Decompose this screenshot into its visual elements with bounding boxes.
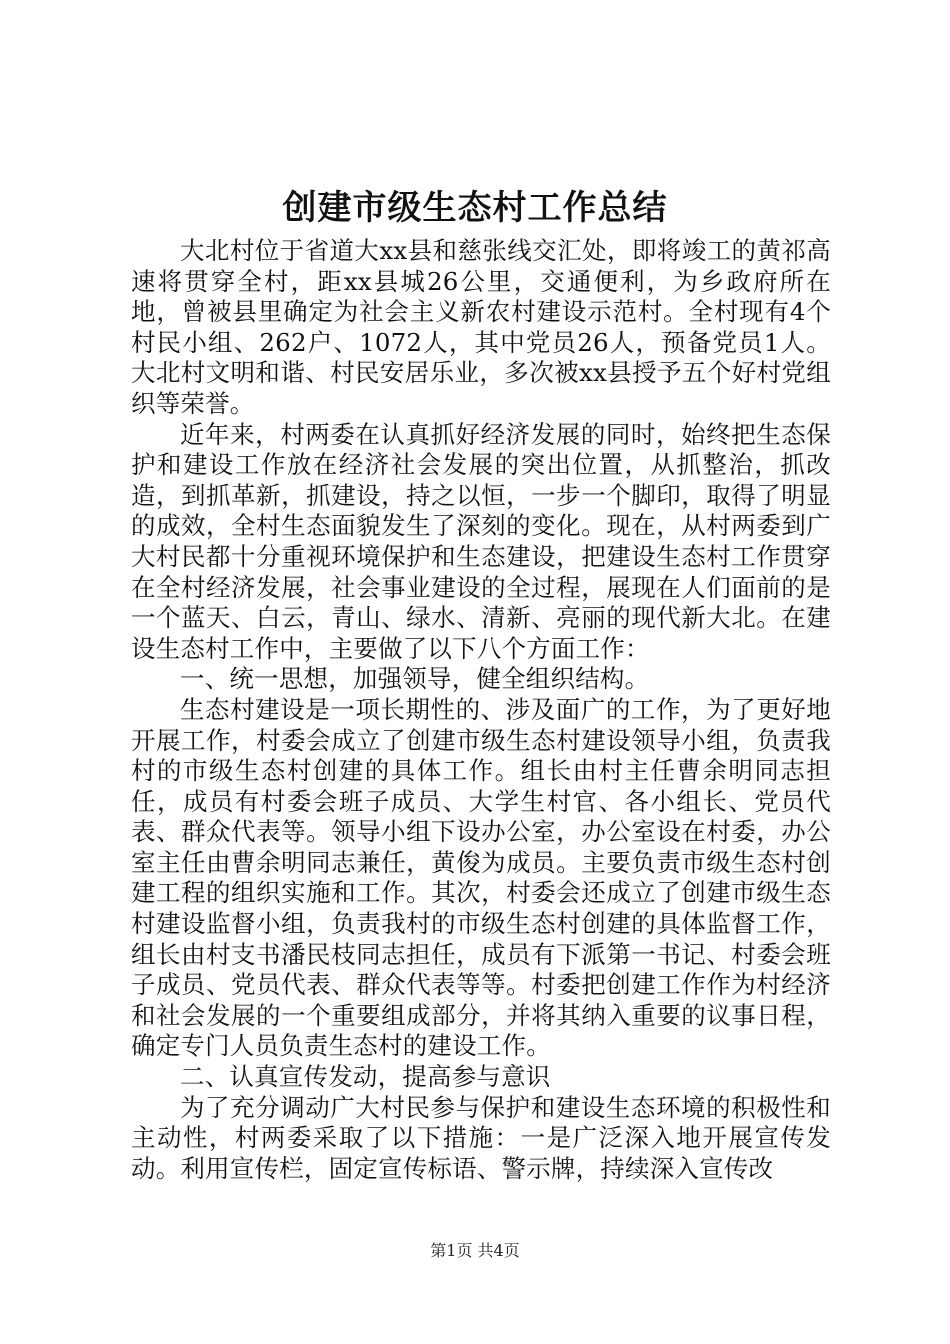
- section-heading-2: 二、认真宣传发动，提高参与意识: [180, 1062, 551, 1092]
- page-number-footer: 第1页 共4页: [430, 1241, 520, 1260]
- paragraph-organization: 生态村建设是一项长期性的、涉及面广的工作，为了更好地开展工作，村委会成立了创建市级生态村建设领导小组，负责我村的市级生态村创建的具体工作。组长由村主任曹余明同志担任，成员有村委会班子成员、大学生村官、各小组长、党员代表、群众代表等。领导小组下设办公室，办公室设在村委，办公室主任由曹余明同志兼任，黄俊为成员。主要负责市级生态村创建工程的组织实施和工作。其次，村委会还成立了创建市级生态村建设监督小组，负责我村的市级生态村创建的具体监督工作，组长由村支书潘民枝同志担任，成员有下派第一书记、村委会班子成员、党员代表、群众代表等等。村委把创建工作作为村经济和社会发展的一个重要组成部分，并将其纳入重要的议事日程，确定专门人员负责生态村的建设工作。: [131, 694, 831, 1061]
- document-title: 创建市级生态村工作总结: [282, 188, 668, 228]
- section-heading-1: 一、统一思想，加强领导，健全组织结构。: [180, 664, 650, 694]
- paragraph-overview: 近年来，村两委在认真抓好经济发展的同时，始终把生态保护和建设工作放在经济社会发展的突出位置，从抓整治，抓改造，到抓革新，抓建设，持之以恒，一步一个脚印，取得了明显的成效，全村生态面貌发生了深刻的变化。现在，从村两委到广大村民都十分重视环境保护和生态建设，把建设生态村工作贯穿在全村经济发展，社会事业建设的全过程，展现在人们面前的是一个蓝天、白云，青山、绿水、清新、亮丽的现代新大北。在建设生态村工作中，主要做了以下八个方面工作：: [131, 419, 831, 663]
- paragraph-publicity: 为了充分调动广大村民参与保护和建设生态环境的积极性和主动性，村两委采取了以下措施：一是广泛深入地开展宣传发动。利用宣传栏，固定宣传标语、警示牌，持续深入宣传改: [131, 1092, 831, 1183]
- document-body: [131, 236, 831, 1184]
- paragraph-intro: 大北村位于省道大xx县和慈张线交汇处，即将竣工的黄祁高速将贯穿全村，距xx县城26公里，交通便利，为乡政府所在地，曾被县里确定为社会主义新农村建设示范村。全村现有4个村民小组、262户、1072人，其中党员26人，预备党员1人。大北村文明和谐、村民安居乐业，多次被xx县授予五个好村党组织等荣誉。: [131, 236, 831, 418]
